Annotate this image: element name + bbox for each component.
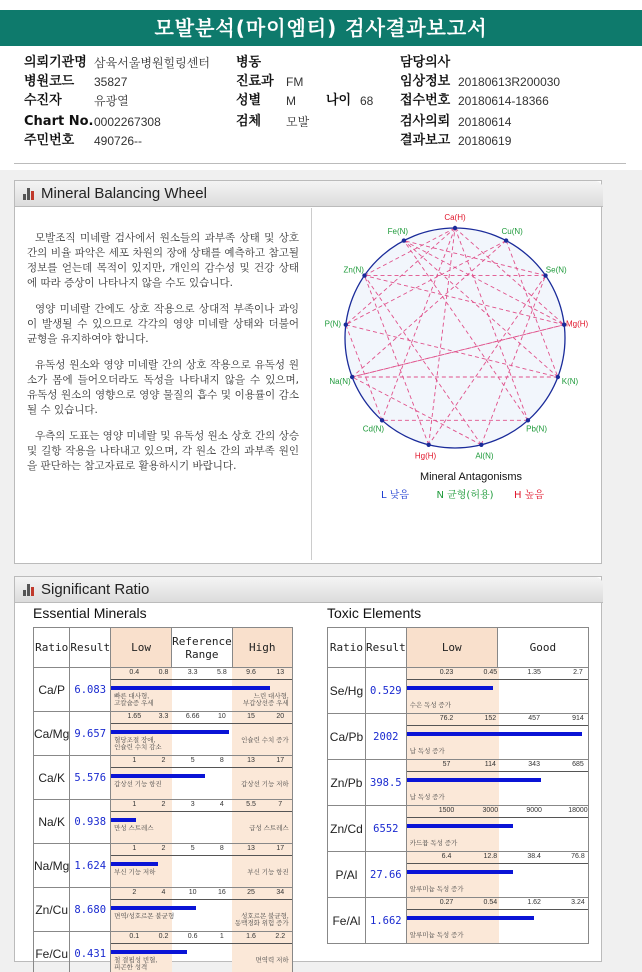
tox-tick-label: 12.8 bbox=[483, 853, 498, 860]
ess-note-low: 부신 기능 저하 bbox=[114, 869, 156, 876]
ess-bar bbox=[111, 906, 196, 910]
info-value-c1-1: 35827 bbox=[94, 75, 128, 89]
info-value-c1-4: 490726-- bbox=[94, 134, 143, 148]
tox-tick-label: 38.4 bbox=[527, 853, 541, 860]
tox-tick-label: 9000 bbox=[526, 807, 542, 814]
info-value-c1-3: 0002267308 bbox=[94, 115, 161, 129]
info-value-c1-0: 삼육서울병원힐링센터 bbox=[94, 56, 210, 70]
tox-note: 납 독성 증가 bbox=[409, 794, 445, 801]
ess-tick-label: 5.5 bbox=[246, 801, 256, 808]
ess-header-ratio: Ratio bbox=[34, 628, 70, 668]
wheel-label-6: Al(N) bbox=[475, 451, 494, 461]
tox-bar bbox=[407, 916, 534, 920]
tox-ratio: Zn/Cd bbox=[328, 806, 366, 852]
wheel-label-5: Pb(N) bbox=[526, 424, 548, 434]
ess-result: 1.624 bbox=[70, 844, 111, 888]
info-label-c1-0: 의뢰기관명 bbox=[24, 55, 87, 70]
ess-tick-label: 1 bbox=[132, 757, 137, 764]
ess-tick-label: 1 bbox=[132, 845, 137, 852]
tox-note: 알루미늄 독성 증가 bbox=[409, 932, 464, 939]
ess-ratio: Na/K bbox=[34, 800, 70, 844]
tox-row bbox=[328, 714, 589, 760]
ess-note-high: 성호르몬 불균형, 동맥경화 위험 증가 bbox=[234, 913, 289, 927]
info-value-c2-1: FM bbox=[286, 75, 304, 89]
ess-tick-line bbox=[111, 767, 292, 768]
ess-tick-label: 5 bbox=[190, 757, 195, 764]
mbw-paragraph-1: 영양 미네랄 간에도 상호 작용으로 상대적 부족이나 과잉이 발생될 수 있으므로 각각의 영양 미네랄 상태와 더불어 균형을 유지하여야 합니다. bbox=[27, 303, 299, 345]
sr-section bbox=[14, 576, 602, 971]
ess-tick-label: 0.2 bbox=[158, 933, 169, 940]
wheel-node-5 bbox=[526, 418, 530, 422]
tox-tick-label: 0.27 bbox=[439, 899, 454, 906]
info-value-age: 68 bbox=[360, 94, 374, 108]
tox-tick-line bbox=[407, 725, 588, 726]
tox-ticks bbox=[407, 761, 588, 770]
wheel-node-7 bbox=[426, 443, 430, 447]
tox-tick-label: 3.24 bbox=[571, 899, 585, 906]
tox-tick-label: 0.23 bbox=[439, 669, 454, 676]
tox-tick-label: 152 bbox=[484, 715, 497, 722]
tox-tick-label: 914 bbox=[572, 715, 584, 722]
wheel-label-3: Mg(H) bbox=[565, 319, 589, 329]
info-value-c3-1: 20180613R200030 bbox=[458, 75, 561, 89]
info-value-c3-3: 20180614 bbox=[458, 115, 512, 129]
ess-ratio: Ca/Mg bbox=[34, 712, 70, 756]
wheel-node-10 bbox=[344, 323, 348, 327]
tox-tick-label: 18000 bbox=[568, 807, 588, 814]
tox-note: 납 독성 증가 bbox=[409, 748, 445, 755]
ess-header-ref: Reference Range bbox=[172, 628, 233, 668]
ess-ratio: Ca/K bbox=[34, 756, 70, 800]
tox-header-good: Good bbox=[497, 628, 588, 668]
tox-tick-line bbox=[407, 863, 588, 864]
info-value-c2-3: 모발 bbox=[286, 115, 310, 129]
tox-note: 수은 독성 증가 bbox=[409, 702, 451, 709]
ess-tick-line bbox=[111, 899, 292, 900]
ess-tick-label: 5 bbox=[190, 845, 195, 852]
ess-header-result: Result bbox=[70, 628, 111, 668]
ess-tick-label: 13 bbox=[276, 669, 285, 676]
ess-bar bbox=[111, 862, 158, 866]
ess-ticks bbox=[111, 669, 292, 678]
ess-row bbox=[34, 844, 293, 888]
wheel-label-8: Cd(N) bbox=[362, 424, 385, 434]
report-title: 모발분석(마이엠티) 검사결과보고서 bbox=[0, 10, 642, 46]
ess-ratio: Na/Mg bbox=[34, 844, 70, 888]
tox-bar-cell bbox=[406, 852, 588, 898]
mbw-paragraph-0: 모발조직 미네랄 검사에서 원소들의 과부족 상태 및 상호간의 비율 파악은 세포 차원의 장애 상태를 예측하고 참고될 정보를 얻는데 목적이 있지만, 개인의 감수성 및 건강 상태에 따라 증상이 나타나지 않을 수도 있습니다. bbox=[27, 232, 299, 289]
sr-tab bbox=[15, 577, 603, 603]
ess-tick-label: 8 bbox=[219, 845, 224, 852]
ess-tick-label: 2 bbox=[132, 889, 137, 896]
wheel-node-0 bbox=[453, 226, 457, 230]
info-value-c2-2: M bbox=[286, 94, 296, 108]
info-label-c3-1: 임상정보 bbox=[400, 74, 451, 89]
tox-bar bbox=[407, 824, 514, 828]
tox-tick-label: 343 bbox=[528, 761, 540, 768]
info-label-c1-4: 주민번호 bbox=[24, 133, 75, 148]
tox-tick-line bbox=[407, 771, 588, 772]
tox-header-result: Result bbox=[365, 628, 406, 668]
tox-ratio: P/Al bbox=[328, 852, 366, 898]
ess-bar bbox=[111, 774, 205, 778]
chart-icon bbox=[23, 188, 36, 200]
ess-tick-label: 6.66 bbox=[185, 713, 200, 720]
ess-tick-label: 20 bbox=[276, 713, 285, 720]
ess-tick-line bbox=[111, 855, 292, 856]
tox-tick-line bbox=[407, 909, 588, 910]
ess-tick-label: 17 bbox=[276, 757, 285, 764]
ess-result: 6.083 bbox=[70, 668, 111, 712]
tox-tick-label: 76.8 bbox=[571, 853, 585, 860]
tox-note: 알루미늄 독성 증가 bbox=[409, 886, 464, 893]
tox-bar-cell bbox=[406, 760, 588, 806]
ess-bar bbox=[111, 818, 136, 822]
ess-ticks bbox=[111, 801, 292, 810]
tox-tick-label: 457 bbox=[528, 715, 540, 722]
toxic-elements-table bbox=[327, 627, 589, 944]
ess-bar-cell bbox=[111, 844, 293, 888]
info-value-c3-2: 20180614-18366 bbox=[458, 94, 549, 108]
wheel-label-1: Cu(N) bbox=[501, 226, 523, 236]
ess-tick-label: 0.1 bbox=[129, 933, 140, 940]
info-label-c2-1: 진료과 bbox=[236, 74, 274, 89]
ess-tick-label: 25 bbox=[247, 889, 255, 896]
tox-tick-label: 0.54 bbox=[483, 899, 498, 906]
mbw-paragraph-3: 우측의 도표는 영양 미네랄 및 유독성 원소 상호 간의 상승 및 길항 작용을 나타내고 있으며, 각 원소 간의 과부족 원인을 판단하는 참고자료로 활용하시기 바랍니다. bbox=[27, 430, 299, 472]
ess-note-high: 면역력 저하 bbox=[255, 957, 289, 964]
tox-tick-label: 57 bbox=[442, 761, 451, 768]
mbw-tab bbox=[15, 181, 603, 207]
essential-minerals-table bbox=[33, 627, 293, 972]
mbw-divider bbox=[311, 208, 312, 560]
tox-ticks bbox=[407, 807, 588, 816]
ess-tick-label: 16 bbox=[217, 889, 226, 896]
info-label-c1-2: 수진자 bbox=[24, 93, 62, 108]
tox-bar bbox=[407, 686, 493, 690]
info-label-c2-2: 성별 bbox=[236, 93, 262, 108]
wheel-label-0: Ca(H) bbox=[444, 213, 466, 222]
tox-bar-cell bbox=[406, 898, 588, 944]
wheel-legend-2: H 높음 bbox=[513, 490, 545, 501]
ess-note-low: 갑상선 기능 항진 bbox=[114, 781, 162, 788]
wheel-label-11: Zn(N) bbox=[343, 265, 364, 275]
mbw-description bbox=[27, 231, 299, 485]
ess-bar-cell bbox=[111, 932, 293, 972]
tox-result: 1.662 bbox=[365, 898, 406, 944]
ess-ratio: Fe/Cu bbox=[34, 932, 70, 972]
ess-tick-label: 0.6 bbox=[187, 933, 198, 940]
wheel-label-9: Na(N) bbox=[329, 376, 351, 386]
ess-tick-label: 0.4 bbox=[129, 669, 140, 676]
ess-tick-line bbox=[111, 811, 292, 812]
ess-ratio: Zn/Cu bbox=[34, 888, 70, 932]
info-label-c1-3: Chart No. bbox=[24, 114, 94, 129]
ess-tick-label: 4 bbox=[161, 889, 166, 896]
ess-ticks bbox=[111, 713, 292, 722]
ess-row bbox=[34, 668, 293, 712]
wheel-label-4: K(N) bbox=[561, 376, 579, 386]
tox-bar bbox=[407, 778, 541, 782]
ess-tick-label: 7 bbox=[278, 801, 283, 808]
ess-row bbox=[34, 712, 293, 756]
ess-bar-cell bbox=[111, 800, 293, 844]
essential-minerals-panel bbox=[33, 605, 313, 971]
tox-row bbox=[328, 852, 589, 898]
ess-tick-label: 3 bbox=[190, 801, 195, 808]
ess-header-low: Low bbox=[111, 628, 172, 668]
mineral-wheel bbox=[313, 208, 601, 564]
tox-tick-label: 685 bbox=[572, 761, 584, 768]
wheel-node-1 bbox=[504, 238, 508, 242]
wheel-node-6 bbox=[479, 443, 483, 447]
ess-note-high: 인슐린 수치 증가 bbox=[241, 737, 289, 744]
ess-bar bbox=[111, 730, 229, 734]
tox-tick-label: 76.2 bbox=[439, 715, 454, 722]
ess-tick-label: 3.3 bbox=[158, 713, 169, 720]
tox-result: 2002 bbox=[365, 714, 406, 760]
tox-result: 27.66 bbox=[365, 852, 406, 898]
wheel-label-2: Se(N) bbox=[545, 265, 567, 275]
ess-note-low: 철 결핍성 빈혈, 피곤한 성격 bbox=[114, 957, 158, 971]
ess-tick-label: 15 bbox=[247, 713, 255, 720]
tox-tick-label: 3000 bbox=[482, 807, 499, 814]
ess-tick-label: 1.65 bbox=[127, 713, 142, 720]
tox-ticks bbox=[407, 715, 588, 724]
tox-tick-line bbox=[407, 679, 588, 680]
ess-bar-cell bbox=[111, 668, 293, 712]
ess-row bbox=[34, 932, 293, 972]
ess-tick-label: 2 bbox=[161, 845, 166, 852]
ess-ticks bbox=[111, 845, 292, 854]
ess-bar-cell bbox=[111, 756, 293, 800]
ess-tick-line bbox=[111, 943, 292, 944]
tox-header-low: Low bbox=[406, 628, 497, 668]
ess-row bbox=[34, 756, 293, 800]
tox-tick-label: 1.62 bbox=[527, 899, 541, 906]
ess-bar-cell bbox=[111, 712, 293, 756]
tox-tick-label: 1.35 bbox=[527, 669, 541, 676]
ess-note-low: 혈당조절 장애, 인슐린 수치 감소 bbox=[114, 737, 162, 751]
tox-ticks bbox=[407, 669, 588, 678]
ess-ticks bbox=[111, 889, 292, 898]
tox-ratio: Se/Hg bbox=[328, 668, 366, 714]
ess-result: 0.431 bbox=[70, 932, 111, 972]
ess-tick-label: 3.3 bbox=[187, 669, 198, 676]
wheel-legend-0: L 낮음 bbox=[380, 490, 410, 501]
ess-tick-label: 34 bbox=[276, 889, 285, 896]
tox-bar bbox=[407, 870, 514, 874]
info-label-c3-0: 담당의사 bbox=[400, 55, 451, 70]
ess-bar bbox=[111, 686, 270, 690]
toxic-elements-panel bbox=[327, 605, 589, 961]
ess-note-high: 부신 기능 항진 bbox=[247, 869, 289, 876]
tox-tick-label: 0.45 bbox=[483, 669, 498, 676]
ess-bar-cell bbox=[111, 888, 293, 932]
ess-tick-label: 10 bbox=[188, 889, 197, 896]
tox-bar-cell bbox=[406, 806, 588, 852]
toxic-elements-title: Toxic Elements bbox=[327, 605, 422, 621]
ess-tick-label: 8 bbox=[219, 757, 224, 764]
mbw-section bbox=[14, 180, 602, 564]
info-label-c3-2: 접수번호 bbox=[400, 93, 451, 108]
ess-row bbox=[34, 888, 293, 932]
tox-row bbox=[328, 668, 589, 714]
tox-row bbox=[328, 898, 589, 944]
mbw-tab-title: Mineral Balancing Wheel bbox=[41, 185, 207, 202]
ess-note-high: 갑상선 기능 저하 bbox=[241, 781, 289, 788]
tox-tick-label: 6.4 bbox=[441, 853, 452, 860]
info-label-c1-1: 병원코드 bbox=[24, 74, 75, 89]
wheel-label-10: P(N) bbox=[324, 319, 342, 329]
chart-icon bbox=[23, 584, 36, 596]
ess-result: 5.576 bbox=[70, 756, 111, 800]
ess-tick-label: 5.8 bbox=[216, 669, 227, 676]
tox-ticks bbox=[407, 899, 588, 908]
tox-bar-cell bbox=[406, 668, 588, 714]
wheel-label-7: Hg(H) bbox=[414, 451, 437, 461]
ess-ticks bbox=[111, 933, 292, 942]
wheel-node-4 bbox=[556, 375, 560, 379]
ess-tick-label: 13 bbox=[247, 757, 255, 764]
ess-note-low: 빠른 대사형, 고칼슘증 우세 bbox=[114, 693, 154, 707]
ess-row bbox=[34, 800, 293, 844]
essential-minerals-title: Essential Minerals bbox=[33, 605, 147, 621]
info-label-c2-0: 병동 bbox=[236, 55, 262, 70]
wheel-node-12 bbox=[402, 238, 406, 242]
tox-tick-label: 114 bbox=[484, 761, 496, 768]
mbw-paragraph-2: 유독성 원소와 영양 미네랄 간의 상호 작용으로 유독성 원소가 몸에 들어오더라도 독성을 나타내지 않을 수 있으며, 유독성 원소의 영향으로 영양 물질의 흡수 및 이용률이 감소될 수 있습니다. bbox=[27, 359, 299, 416]
tox-row bbox=[328, 760, 589, 806]
tox-ticks bbox=[407, 853, 588, 862]
info-label-c3-4: 결과보고 bbox=[400, 133, 451, 148]
tox-header-ratio: Ratio bbox=[328, 628, 366, 668]
ess-note-high: 느린 대사형, 부갑상선증 우세 bbox=[242, 693, 289, 707]
tox-bar bbox=[407, 732, 582, 736]
tox-result: 398.5 bbox=[365, 760, 406, 806]
ess-tick-label: 2 bbox=[161, 801, 166, 808]
ess-ratio: Ca/P bbox=[34, 668, 70, 712]
tox-tick-line bbox=[407, 817, 588, 818]
ess-tick-line bbox=[111, 723, 292, 724]
tox-ratio: Ca/Pb bbox=[328, 714, 366, 760]
ess-tick-label: 9.6 bbox=[246, 669, 256, 676]
ess-tick-label: 1 bbox=[219, 933, 224, 940]
wheel-label-12: Fe(N) bbox=[387, 226, 409, 236]
tox-note: 카드뮴 독성 증가 bbox=[409, 840, 458, 847]
wheel-legend-1: N 균형(허용) bbox=[436, 490, 494, 501]
info-value-c3-4: 20180619 bbox=[458, 134, 512, 148]
wheel-circle bbox=[345, 228, 565, 448]
wheel-title: Mineral Antagonisms bbox=[419, 471, 523, 483]
ess-tick-label: 1 bbox=[132, 801, 137, 808]
info-value-c1-2: 유광열 bbox=[94, 94, 129, 108]
tox-ratio: Zn/Pb bbox=[328, 760, 366, 806]
info-label-c2-3: 검체 bbox=[236, 114, 262, 129]
tox-ratio: Fe/Al bbox=[328, 898, 366, 944]
patient-info bbox=[14, 52, 626, 164]
ess-tick-label: 2 bbox=[161, 757, 166, 764]
ess-tick-label: 17 bbox=[276, 845, 285, 852]
ess-header-high: High bbox=[232, 628, 292, 668]
ess-result: 0.938 bbox=[70, 800, 111, 844]
tox-tick-label: 2.7 bbox=[573, 669, 583, 676]
tox-row bbox=[328, 806, 589, 852]
tox-result: 0.529 bbox=[365, 668, 406, 714]
ess-tick-label: 1.6 bbox=[246, 933, 256, 940]
tox-bar-cell bbox=[406, 714, 588, 760]
ess-result: 9.657 bbox=[70, 712, 111, 756]
ess-note-high: 급성 스트레스 bbox=[249, 825, 289, 832]
tox-tick-label: 1500 bbox=[438, 807, 455, 814]
info-label-age: 나이 bbox=[326, 93, 352, 108]
ess-tick-label: 4 bbox=[219, 801, 224, 808]
ess-ticks bbox=[111, 757, 292, 766]
ess-tick-label: 10 bbox=[217, 713, 226, 720]
ess-note-low: 면역/성호르몬 불균형 bbox=[114, 913, 175, 920]
tox-result: 6552 bbox=[365, 806, 406, 852]
ess-tick-label: 0.8 bbox=[158, 669, 169, 676]
ess-tick-line bbox=[111, 679, 292, 680]
ess-note-low: 만성 스트레스 bbox=[114, 825, 154, 832]
info-label-c3-3: 검사의뢰 bbox=[400, 114, 451, 129]
ess-tick-label: 13 bbox=[247, 845, 255, 852]
ess-result: 8.680 bbox=[70, 888, 111, 932]
wheel-node-8 bbox=[380, 418, 384, 422]
ess-bar bbox=[111, 950, 187, 954]
sr-tab-title: Significant Ratio bbox=[41, 581, 150, 598]
ess-tick-label: 2.2 bbox=[275, 933, 286, 940]
